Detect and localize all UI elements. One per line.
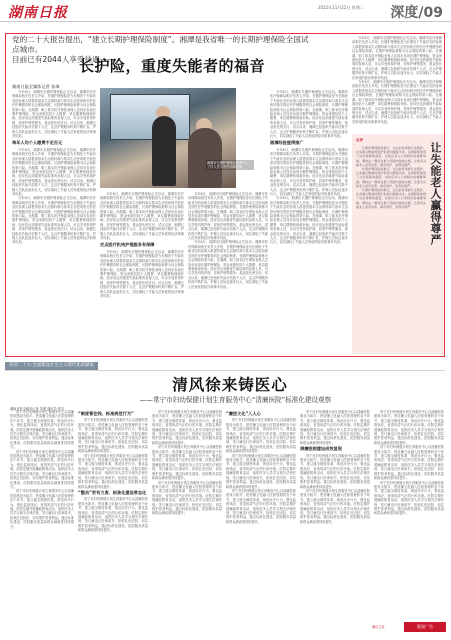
body-paragraph: 常宁市妇幼保健计划生育服务中心以清廉医院建设为抓手，把清廉文化融入医院管理的各个环节，建立健全制度体系，规范诊疗行为，强化监督执纪，营造风清气正的行医环境。医院定期开展廉政教育活动，组织医务人员学习相关法律法规，签订廉洁行医承诺书，拒收红包回扣，切实维护患者利益。通过标准化建设，医院服务质量和群众满意度持续提升。 <box>226 488 296 524</box>
body-paragraph: 常宁市妇幼保健计划生育服务中心以清廉医院建设为抓手，把清廉文化融入医院管理的各个环节，建立健全制度体系，规范诊疗行为，强化监督执纪，营造风清气正的行医环境。医院定期开展廉政教育活动，组织医务人员学习相关法律法规，签订廉洁行医承诺书，拒收红包回扣，切实维护患者利益。通过标准化建设，医院服务质量和群众满意度持续提升。 <box>152 445 222 481</box>
second-story-subhead: ——常宁市妇幼保健计划生育服务中心“清廉医院”标准化建设观察 <box>139 396 332 404</box>
second-story-column-5 <box>300 410 370 632</box>
body-paragraph: 今年6月，湘潭市长期护理保险正式启动。湘潭市医疗保障局相关负责人介绍，长期护理保险是为长期处于失能状态的参保人群提供基本生活照料和与基本生活密切相关的医疗护理服务的社会保险制度。长期护理保险被称为社会保险的第六险。在湘潭，职工基本医疗保险参保人员同步参加长期护理保险，资金来源包括个人缴费、单位缴费和财政补助。经评估达到重度失能标准的参保人员，可以享受机构护理、居家护理等服务，基金按比例支付。试点以来，湘潭已经组织失能评估数千人次，定点护理服务机构不断扩容，护理人员队伍逐步壮大，切实减轻了失能人员家庭的经济和事务负担。 <box>188 240 268 289</box>
body-paragraph: 常宁市妇幼保健计划生育服务中心以清廉医院建设为抓手，把清廉文化融入医院管理的各个环节，建立健全制度体系，规范诊疗行为，强化监督执纪，营造风清气正的行医环境。医院定期开展廉政教育活动，组织医务人员学习相关法律法规，签订廉洁行医承诺书，拒收红包回扣，切实维护患者利益。通过标准化建设，医院服务质量和群众满意度持续提升。 <box>78 497 148 533</box>
footer-tag: 版面广告 <box>404 622 446 632</box>
second-story-column-2 <box>78 410 148 632</box>
second-story-byline: 湖南日报全媒体记者 刘勇 通讯员 常宣 <box>10 407 65 411</box>
commentary-tag: 点评 <box>356 138 364 142</box>
photo-person <box>152 116 176 186</box>
commentary-body <box>356 146 426 348</box>
subhead-3: “整治”更有力度、标准化建设常态化 <box>78 489 147 495</box>
body-paragraph: 今年6月，湘潭市长期护理保险正式启动。湘潭市医疗保障局相关负责人介绍，长期护理保险是为长期处于失能状态的参保人群提供基本生活照料和与基本生活密切相关的医疗护理服务的社会保险制度。长期护理保险被称为社会保险的第六险。在湘潭，职工基本医疗保险参保人员同步参加长期护理保险，资金来源包括个人缴费、单位缴费和财政补助。经评估达到重度失能标准的参保人员，可以享受机构护理、居家护理等服务，基金按比例支付。试点以来，湘潭已经组织失能评估数千人次，定点护理服务机构不断扩容，护理人员队伍逐步壮大，切实减轻了失能人员家庭的经济和事务负担。 <box>100 192 184 241</box>
lead-story-column-2 <box>100 192 184 352</box>
subhead-2: 定点医疗机构护理服务有保障 <box>100 242 155 248</box>
body-paragraph: 今年6月，湘潭市长期护理保险正式启动。湘潭市医疗保障局相关负责人介绍，长期护理保险是为长期处于失能状态的参保人群提供基本生活照料和与基本生活密切相关的医疗护理服务的社会保险制度。长期护理保险被称为社会保险的第六险。在湘潭，职工基本医疗保险参保人员同步参加长期护理保险，资金来源包括个人缴费、单位缴费和财政补助。经评估达到重度失能标准的参保人员，可以享受机构护理、居家护理等服务，基金按比例支付。试点以来，湘潭已经组织失能评估数千人次，定点护理服务机构不断扩容，护理人员队伍逐步壮大，切实减轻了失能人员家庭的经济和事务负担。 <box>12 196 96 245</box>
body-paragraph: 常宁市妇幼保健计划生育服务中心以清廉医院建设为抓手，把清廉文化融入医院管理的各个环节，建立健全制度体系，规范诊疗行为，强化监督执纪，营造风清气正的行医环境。医院定期开展廉政教育活动，组织医务人员学习相关法律法规，签订廉洁行医承诺书，拒收红包回扣，切实维护患者利益。通过标准化建设，医院服务质量和群众满意度持续提升。 <box>300 410 370 445</box>
body-paragraph: 常宁市妇幼保健计划生育服务中心以清廉医院建设为抓手，把清廉文化融入医院管理的各个环节，建立健全制度体系，规范诊疗行为，强化监督执纪，营造风清气正的行医环境。医院定期开展廉政教育活动，组织医务人员学习相关法律法规，签订廉洁行医承诺书，拒收红包回扣，切实维护患者利益。通过标准化建设，医院服务质量和群众满意度持续提升。 <box>10 410 74 450</box>
lead-story-byline: 湖南日报全媒体记者 张璋 <box>12 84 60 89</box>
section-name: 深度 <box>390 5 419 21</box>
lead-story-column-3 <box>188 192 268 352</box>
lead-story-headline: 长护险，重度失能者的福音 <box>78 57 265 75</box>
body-paragraph: 常宁市妇幼保健计划生育服务中心以清廉医院建设为抓手，把清廉文化融入医院管理的各个环节，建立健全制度体系，规范诊疗行为，强化监督执纪，营造风清气正的行医环境。医院定期开展廉政教育活动，组织医务人员学习相关法律法规，签订廉洁行医承诺书，拒收红包回扣，切实维护患者利益。通过标准化建设，医院服务质量和群众满意度持续提升。 <box>374 410 444 445</box>
lead-story-column-4 <box>270 90 348 352</box>
subhead-4: 清廉医院建设成效显现 <box>300 446 342 452</box>
photo-person <box>188 128 222 188</box>
section-label <box>390 2 443 22</box>
body-paragraph: 长期护理保险的推行，让失能者得到专业照护，让家属从繁重的照护负担中解脱出来。这项制度体现了社会保障的温度，也是应对人口老龄化的重要举措。期待这一制度在更大范围内落地生根，让更多失能老人老有所养、病有所护、活得有尊严。 <box>356 167 426 188</box>
body-paragraph: 长期护理保险的推行，让失能者得到专业照护，让家属从繁重的照护负担中解脱出来。这项制度体现了社会保障的温度，也是应对人口老龄化的重要举措。期待这一制度在更大范围内落地生根，让更多失能老人老有所养、病有所护、活得有尊严。 <box>356 188 426 209</box>
body-paragraph: 常宁市妇幼保健计划生育服务中心以清廉医院建设为抓手，把清廉文化融入医院管理的各个环节，建立健全制度体系，规范诊疗行为，强化监督执纪，营造风清气正的行医环境。医院定期开展廉政教育活动，组织医务人员学习相关法律法规，签订廉洁行医承诺书，拒收红包回扣，切实维护患者利益。通过标准化建设，医院服务质量和群众满意度持续提升。 <box>78 418 148 454</box>
photo-caption: 湘潭市长期护理保险服务中心，工作人员为市民讲解政策。 <box>206 160 254 170</box>
banner-label: 喜迎二十大·全面建设社会主义现代化新湖南 <box>5 362 98 370</box>
body-paragraph: 今年6月，湘潭市长期护理保险正式启动。湘潭市医疗保障局相关负责人介绍，长期护理保险是为长期处于失能状态的参保人群提供基本生活照料和与基本生活密切相关的医疗护理服务的社会保险制度。长期护理保险被称为社会保险的第六险。在湘潭，职工基本医疗保险参保人员同步参加长期护理保险，资金来源包括个人缴费、单位缴费和财政补助。经评估达到重度失能标准的参保人员，可以享受机构护理、居家护理等服务，基金按比例支付。试点以来，湘潭已经组织失能评估数千人次，定点护理服务机构不断扩容，护理人员队伍逐步壮大，切实减轻了失能人员家庭的经济和事务负担。 <box>270 90 348 139</box>
lead-story-column-1 <box>12 90 96 352</box>
second-story-column-4 <box>226 410 296 632</box>
subhead-1: “制度管住钱、标准规范行为” <box>78 411 134 416</box>
body-paragraph: 今年6月，湘潭市长期护理保险正式启动。湘潭市医疗保障局相关负责人介绍，长期护理保险是为长期处于失能状态的参保人群提供基本生活照料和与基本生活密切相关的医疗护理服务的社会保险制度。长期护理保险被称为社会保险的第六险。在湘潭，职工基本医疗保险参保人员同步参加长期护理保险，资金来源包括个人缴费、单位缴费和财政补助。经评估达到重度失能标准的参保人员，可以享受机构护理、居家护理等服务，基金按比例支付。试点以来，湘潭已经组织失能评估数千人次，定点护理服务机构不断扩容，护理人员队伍逐步壮大，切实减轻了失能人员家庭的经济和事务负担。 <box>12 147 96 196</box>
body-paragraph: 常宁市妇幼保健计划生育服务中心以清廉医院建设为抓手，把清廉文化融入医院管理的各个环节，建立健全制度体系，规范诊疗行为，强化监督执纪，营造风清气正的行医环境。医院定期开展廉政教育活动，组织医务人员学习相关法律法规，签订廉洁行医承诺书，拒收红包回扣，切实维护患者利益。通过标准化建设，医院服务质量和群众满意度持续提升。 <box>374 445 444 481</box>
body-paragraph: 今年6月，湘潭市长期护理保险正式启动。湘潭市医疗保障局相关负责人介绍，长期护理保险是为长期处于失能状态的参保人群提供基本生活照料和与基本生活密切相关的医疗护理服务的社会保险制度。长期护理保险被称为社会保险的第六险。在湘潭，职工基本医疗保险参保人员同步参加长期护理保险，资金来源包括个人缴费、单位缴费和财政补助。经评估达到重度失能标准的参保人员，可以享受机构护理、居家护理等服务，基金按比例支付。试点以来，湘潭已经组织失能评估数千人次，定点护理服务机构不断扩容，护理人员队伍逐步壮大，切实减轻了失能人员家庭的经济和事务负担。 <box>270 196 348 245</box>
body-paragraph: 常宁市妇幼保健计划生育服务中心以清廉医院建设为抓手，把清廉文化融入医院管理的各个环节，建立健全制度体系，规范诊疗行为，强化监督执纪，营造风清气正的行医环境。医院定期开展廉政教育活动，组织医务人员学习相关法律法规，签订廉洁行医承诺书，拒收红包回扣，切实维护患者利益。通过标准化建设，医院服务质量和群众满意度持续提升。 <box>78 453 148 489</box>
body-paragraph: 长期护理保险的推行，让失能者得到专业照护，让家属从繁重的照护负担中解脱出来。这项制度体现了社会保障的温度，也是应对人口老龄化的重要举措。期待这一制度在更大范围内落地生根，让更多失能老人老有所养、病有所护、活得有尊严。 <box>356 146 426 167</box>
second-story-column-6 <box>374 410 444 618</box>
lead-story-column-5 <box>352 36 442 130</box>
body-paragraph: 常宁市妇幼保健计划生育服务中心以清廉医院建设为抓手，把清廉文化融入医院管理的各个环节，建立健全制度体系，规范诊疗行为，强化监督执纪，营造风清气正的行医环境。医院定期开展廉政教育活动，组织医务人员学习相关法律法规，签订廉洁行医承诺书，拒收红包回扣，切实维护患者利益。通过标准化建设，医院服务质量和群众满意度持续提升。 <box>10 489 74 529</box>
body-paragraph: 常宁市妇幼保健计划生育服务中心以清廉医院建设为抓手，把清廉文化融入医院管理的各个环节，建立健全制度体系，规范诊疗行为，强化监督执纪，营造风清气正的行医环境。医院定期开展廉政教育活动，组织医务人员学习相关法律法规，签订廉洁行医承诺书，拒收红包回扣，切实维护患者利益。通过标准化建设，医院服务质量和群众满意度持续提升。 <box>226 453 296 489</box>
body-paragraph: 今年6月，湘潭市长期护理保险正式启动。湘潭市医疗保障局相关负责人介绍，长期护理保险是为长期处于失能状态的参保人群提供基本生活照料和与基本生活密切相关的医疗护理服务的社会保险制度。长期护理保险被称为社会保险的第六险。在湘潭，职工基本医疗保险参保人员同步参加长期护理保险，资金来源包括个人缴费、单位缴费和财政补助。经评估达到重度失能标准的参保人员，可以享受机构护理、居家护理等服务，基金按比例支付。试点以来，湘潭已经组织失能评估数千人次，定点护理服务机构不断扩容，护理人员队伍逐步壮大，切实减轻了失能人员家庭的经济和事务负担。 <box>270 147 348 196</box>
news-photo <box>100 88 236 188</box>
body-paragraph: 今年6月，湘潭市长期护理保险正式启动。湘潭市医疗保障局相关负责人介绍，长期护理保险是为长期处于失能状态的参保人群提供基本生活照料和与基本生活密切相关的医疗护理服务的社会保险制度。长期护理保险被称为社会保险的第六险。在湘潭，职工基本医疗保险参保人员同步参加长期护理保险，资金来源包括个人缴费、单位缴费和财政补助。经评估达到重度失能标准的参保人员，可以享受机构护理、居家护理等服务，基金按比例支付。试点以来，湘潭已经组织失能评估数千人次，定点护理服务机构不断扩容，护理人员队伍逐步壮大，切实减轻了失能人员家庭的经济和事务负担。 <box>352 36 442 80</box>
subhead-3: 湘潭经验值得推广 <box>270 140 304 146</box>
newspaper-logo: 湖南日报 <box>8 5 68 21</box>
page-number: /09 <box>418 5 443 21</box>
body-paragraph: 常宁市妇幼保健计划生育服务中心以清廉医院建设为抓手，把清廉文化融入医院管理的各个环节，建立健全制度体系，规范诊疗行为，强化监督执纪，营造风清气正的行医环境。医院定期开展廉政教育活动，组织医务人员学习相关法律法规，签订廉洁行医承诺书，拒收红包回扣，切实维护患者利益。通过标准化建设，医院服务质量和群众满意度持续提升。 <box>300 488 370 524</box>
body-paragraph: 常宁市妇幼保健计划生育服务中心以清廉医院建设为抓手，把清廉文化融入医院管理的各个环节，建立健全制度体系，规范诊疗行为，强化监督执纪，营造风清气正的行医环境。医院定期开展廉政教育活动，组织医务人员学习相关法律法规，签订廉洁行医承诺书，拒收红包回扣，切实维护患者利益。通过标准化建设，医院服务质量和群众满意度持续提升。 <box>152 480 222 516</box>
body-paragraph: 常宁市妇幼保健计划生育服务中心以清廉医院建设为抓手，把清廉文化融入医院管理的各个环节，建立健全制度体系，规范诊疗行为，强化监督执纪，营造风清气正的行医环境。医院定期开展廉政教育活动，组织医务人员学习相关法律法规，签订廉洁行医承诺书，拒收红包回扣，切实维护患者利益。通过标准化建设，医院服务质量和群众满意度持续提升。 <box>152 410 222 445</box>
body-paragraph: 常宁市妇幼保健计划生育服务中心以清廉医院建设为抓手，把清廉文化融入医院管理的各个环节，建立健全制度体系，规范诊疗行为，强化监督执纪，营造风清气正的行医环境。医院定期开展廉政教育活动，组织医务人员学习相关法律法规，签订廉洁行医承诺书，拒收红包回扣，切实维护患者利益。通过标准化建设，医院服务质量和群众满意度持续提升。 <box>300 453 370 489</box>
footer-note: 廉洁文化 <box>372 625 385 629</box>
body-paragraph: 常宁市妇幼保健计划生育服务中心以清廉医院建设为抓手，把清廉文化融入医院管理的各个环节，建立健全制度体系，规范诊疗行为，强化监督执纪，营造风清气正的行医环境。医院定期开展廉政教育活动，组织医务人员学习相关法律法规，签订廉洁行医承诺书，拒收红包回扣，切实维护患者利益。通过标准化建设，医院服务质量和群众满意度持续提升。 <box>10 449 74 489</box>
issue-date: 2022年11月22日 星期二 <box>318 5 364 10</box>
section-banner <box>5 362 445 371</box>
body-paragraph: 常宁市妇幼保健计划生育服务中心以清廉医院建设为抓手，把清廉文化融入医院管理的各个环节，建立健全制度体系，规范诊疗行为，强化监督执纪，营造风清气正的行医环境。医院定期开展廉政教育活动，组织医务人员学习相关法律法规，签订廉洁行医承诺书，拒收红包回扣，切实维护患者利益。通过标准化建设，医院服务质量和群众满意度持续提升。 <box>374 480 444 516</box>
subhead-2: “廉医文化”入人心 <box>226 411 261 416</box>
body-paragraph: 常宁市妇幼保健计划生育服务中心以清廉医院建设为抓手，把清廉文化融入医院管理的各个环节，建立健全制度体系，规范诊疗行为，强化监督执纪，营造风清气正的行医环境。医院定期开展廉政教育活动，组织医务人员学习相关法律法规，签订廉洁行医承诺书，拒收红包回扣，切实维护患者利益。通过标准化建设，医院服务质量和群众满意度持续提升。 <box>226 418 296 454</box>
second-story-column-1 <box>10 410 74 632</box>
body-paragraph: 今年6月，湘潭市长期护理保险正式启动。湘潭市医疗保障局相关负责人介绍，长期护理保险是为长期处于失能状态的参保人群提供基本生活照料和与基本生活密切相关的医疗护理服务的社会保险制度。长期护理保险被称为社会保险的第六险。在湘潭，职工基本医疗保险参保人员同步参加长期护理保险，资金来源包括个人缴费、单位缴费和财政补助。经评估达到重度失能标准的参保人员，可以享受机构护理、居家护理等服务，基金按比例支付。试点以来，湘潭已经组织失能评估数千人次，定点护理服务机构不断扩容，护理人员队伍逐步壮大，切实减轻了失能人员家庭的经济和事务负担。 <box>352 80 442 124</box>
body-paragraph: 今年6月，湘潭市长期护理保险正式启动。湘潭市医疗保障局相关负责人介绍，长期护理保险是为长期处于失能状态的参保人群提供基本生活照料和与基本生活密切相关的医疗护理服务的社会保险制度。长期护理保险被称为社会保险的第六险。在湘潭，职工基本医疗保险参保人员同步参加长期护理保险，资金来源包括个人缴费、单位缴费和财政补助。经评估达到重度失能标准的参保人员，可以享受机构护理、居家护理等服务，基金按比例支付。试点以来，湘潭已经组织失能评估数千人次，定点护理服务机构不断扩容，护理人员队伍逐步壮大，切实减轻了失能人员家庭的经济和事务负担。 <box>12 90 96 139</box>
masthead <box>0 0 451 22</box>
subhead-1: 每年人均个人缴费不足百元 <box>12 140 63 146</box>
body-paragraph: 今年6月，湘潭市长期护理保险正式启动。湘潭市医疗保障局相关负责人介绍，长期护理保险是为长期处于失能状态的参保人群提供基本生活照料和与基本生活密切相关的医疗护理服务的社会保险制度。长期护理保险被称为社会保险的第六险。在湘潭，职工基本医疗保险参保人员同步参加长期护理保险，资金来源包括个人缴费、单位缴费和财政补助。经评估达到重度失能标准的参保人员，可以享受机构护理、居家护理等服务，基金按比例支付。试点以来，湘潭已经组织失能评估数千人次，定点护理服务机构不断扩容，护理人员队伍逐步壮大，切实减轻了失能人员家庭的经济和事务负担。 <box>188 192 268 241</box>
commentary-box <box>352 134 444 354</box>
deck-line-2: 目前已有2044人享受待遇—— <box>12 55 115 64</box>
second-story-column-3 <box>152 410 222 632</box>
commentary-title: 让失能老人赢得尊严 <box>429 142 442 246</box>
photo-screen <box>110 94 190 140</box>
body-paragraph: 今年6月，湘潭市长期护理保险正式启动。湘潭市医疗保障局相关负责人介绍，长期护理保险是为长期处于失能状态的参保人群提供基本生活照料和与基本生活密切相关的医疗护理服务的社会保险制度。长期护理保险被称为社会保险的第六险。在湘潭，职工基本医疗保险参保人员同步参加长期护理保险，资金来源包括个人缴费、单位缴费和财政补助。经评估达到重度失能标准的参保人员，可以享受机构护理、居家护理等服务，基金按比例支付。试点以来，湘潭已经组织失能评估数千人次，定点护理服务机构不断扩容，护理人员队伍逐步壮大，切实减轻了失能人员家庭的经济和事务负担。 <box>100 249 184 298</box>
deck-line-1: 党的二十大报告提出，“建立长期护理保险制度”。湘潭是我省唯一的长期护理保险全国试点城市。 <box>12 35 309 54</box>
second-story-headline: 清风徐来铸医心 <box>172 376 288 394</box>
